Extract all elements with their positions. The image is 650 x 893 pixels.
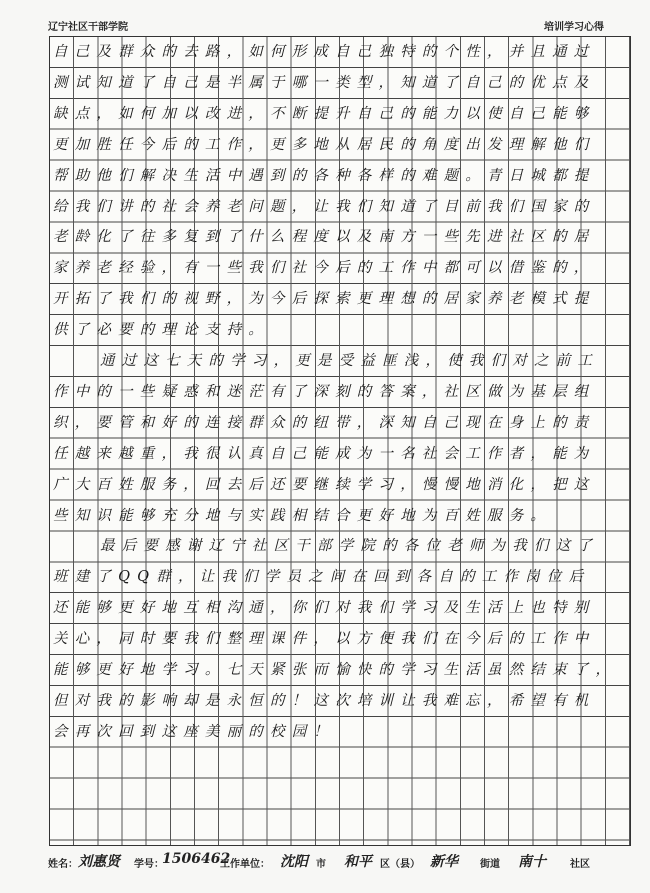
- district-value: 和平: [344, 854, 372, 870]
- handwritten-line: 缺点，如何加以改进，不断提升自己的能力以使自己能够: [53, 105, 596, 122]
- handwritten-line: 家养老经验，有一些我们社今后的工作中都可以借鉴的，: [53, 260, 596, 277]
- handwritten-line: 关心，同时要我们整理课件，以方便我们在今后的工作中: [53, 631, 596, 648]
- signature-footer: [48, 851, 604, 875]
- handwritten-line: 老龄化了往多复到了什么程度以及南方一些先进社区的居: [53, 229, 596, 246]
- district-label: 区（县）: [380, 859, 420, 870]
- id-label: 学号：: [134, 859, 164, 870]
- city-label: 市: [316, 859, 326, 870]
- handwritten-line: 最后要感谢辽宁社区干部学院的各位老师为我们这了: [100, 538, 600, 555]
- street-value: 新华: [430, 854, 458, 870]
- community-value: 南十: [518, 854, 546, 870]
- handwritten-line: 供了必要的理论支持。: [53, 322, 270, 339]
- handwritten-text-area: [50, 37, 630, 845]
- document-title: 培训学习心得: [544, 22, 604, 33]
- unit-label: 工作单位：: [220, 859, 270, 870]
- community-label: 社区: [570, 859, 590, 870]
- handwritten-line: 通过这七天的学习，更是受益匪浅，使我们对之前工: [100, 353, 600, 369]
- handwritten-line: 但对我的影响却是永恒的！这次培训让我难忘，希望有机: [53, 692, 596, 709]
- handwritten-line: 开拓了我们的视野，为今后探索更理想的居家养老模式提: [53, 291, 596, 308]
- handwritten-line: 更加胜任今后的工作，更多地从居民的角度出发理解他们: [53, 136, 596, 153]
- handwritten-line: 广大百姓服务，回去后还要继续学习，慢慢地消化，把这: [53, 476, 596, 493]
- handwritten-line: 会再次回到这座美丽的校园！: [53, 723, 336, 740]
- handwritten-line: 测试知道了自己是半属于哪一类型，知道了自己的优点及: [53, 74, 596, 91]
- name-value: 刘惠贤: [78, 854, 120, 870]
- writing-grid: [49, 36, 631, 846]
- name-label: 姓名：: [48, 859, 78, 870]
- handwritten-line: 织，要管和好的连接群众的纽带，深知自己现在身上的责: [53, 414, 596, 431]
- institution-name: 辽宁社区干部学院: [48, 22, 128, 33]
- handwritten-line: 班建了QQ群，让我们学员之间在回到各自的工作岗位后: [53, 569, 591, 586]
- id-value: 1506462: [162, 851, 231, 867]
- page-header: [48, 18, 604, 34]
- handwritten-line: 些知识能够充分地与实践相结合更好地为百姓服务。: [53, 507, 553, 524]
- handwritten-line: 还能够更好地互相沟通，你们对我们学习及生活上也特别: [53, 600, 596, 617]
- handwritten-line: 帮助他们解决生活中遇到的各种各样的难题。青日城都提: [53, 167, 596, 184]
- handwritten-line: 作中的一些疑惑和迷茫有了深刻的答案，社区做为基层组: [53, 383, 596, 400]
- handwritten-line: 给我们讲的社会养老问题，让我们知道了目前我们国家的: [53, 198, 596, 215]
- handwritten-line: 能够更好地学习。七天紧张而愉快的学习生活虽然结束了，: [53, 662, 618, 678]
- street-label: 街道: [480, 859, 500, 870]
- handwritten-line: 任越来越重，我很认真自己能成为一名社会工作者，能为: [53, 445, 596, 462]
- handwritten-line: 自己及群众的去路，如何形成自己独特的个性，并且通过: [53, 44, 596, 60]
- city-value: 沈阳: [280, 854, 308, 870]
